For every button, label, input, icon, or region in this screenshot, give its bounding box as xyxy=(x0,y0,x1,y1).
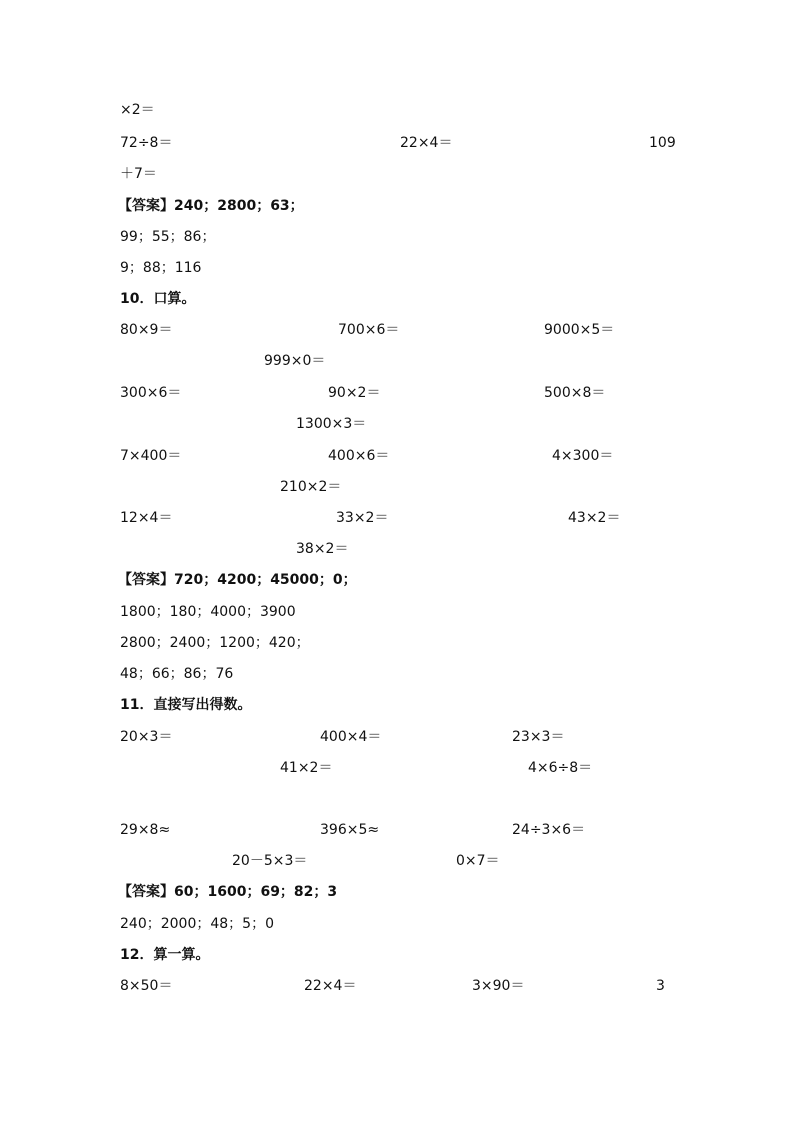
problem-text: 20－5×3＝ xyxy=(232,853,308,869)
answer-line: 【答案】240；2800；63； xyxy=(118,198,304,214)
problem-text: 23×3＝ xyxy=(512,729,565,745)
answer-line: 99；55；86； xyxy=(120,229,216,245)
problem-text: 9000×5＝ xyxy=(544,322,615,338)
answer-line: 48；66；86；76 xyxy=(120,666,234,682)
problem-text: 7×400＝ xyxy=(120,448,182,464)
problem-text: ×2＝ xyxy=(120,102,155,118)
problem-text: 700×6＝ xyxy=(338,322,400,338)
question-title: 10．口算。 xyxy=(120,291,196,307)
problem-text: 400×4＝ xyxy=(320,729,382,745)
problem-text: 80×9＝ xyxy=(120,322,173,338)
answer-line: 1800；180；4000；3900 xyxy=(120,604,296,620)
answer-line: 2800；2400；1200；420； xyxy=(120,635,310,651)
answer-line: 【答案】60；1600；69；82；3 xyxy=(118,884,338,900)
problem-text: 22×4＝ xyxy=(304,978,357,994)
problem-text: 90×2＝ xyxy=(328,385,381,401)
problem-text: 396×5≈ xyxy=(320,822,380,838)
problem-text: 33×2＝ xyxy=(336,510,389,526)
problem-text: 500×8＝ xyxy=(544,385,606,401)
problem-text: 300×6＝ xyxy=(120,385,182,401)
question-title: 11．直接写出得数。 xyxy=(120,697,252,713)
problem-text: 4×300＝ xyxy=(552,448,614,464)
problem-text: 29×8≈ xyxy=(120,822,171,838)
problem-text: 3 xyxy=(656,978,665,994)
problem-text: 43×2＝ xyxy=(568,510,621,526)
problem-text: 3×90＝ xyxy=(472,978,525,994)
problem-text: 8×50＝ xyxy=(120,978,173,994)
problem-text: 400×6＝ xyxy=(328,448,390,464)
answer-line: 【答案】720；4200；45000；0； xyxy=(118,572,357,588)
problem-text: 1300×3＝ xyxy=(296,416,367,432)
problem-text: 109 xyxy=(649,135,676,151)
answer-line: 240；2000；48；5；0 xyxy=(120,916,274,932)
problem-text: 999×0＝ xyxy=(264,353,326,369)
problem-text: 12×4＝ xyxy=(120,510,173,526)
problem-text: 41×2＝ xyxy=(280,760,333,776)
problem-text: 24÷3×6＝ xyxy=(512,822,586,838)
answer-line: 9；88；116 xyxy=(120,260,202,276)
problem-text: 210×2＝ xyxy=(280,479,342,495)
question-title: 12．算一算。 xyxy=(120,947,210,963)
problem-text: 72÷8＝ xyxy=(120,135,173,151)
problem-text: ＋7＝ xyxy=(120,166,157,182)
problem-text: 4×6÷8＝ xyxy=(528,760,593,776)
problem-text: 38×2＝ xyxy=(296,541,349,557)
problem-text: 20×3＝ xyxy=(120,729,173,745)
problem-text: 22×4＝ xyxy=(400,135,453,151)
problem-text: 0×7＝ xyxy=(456,853,500,869)
